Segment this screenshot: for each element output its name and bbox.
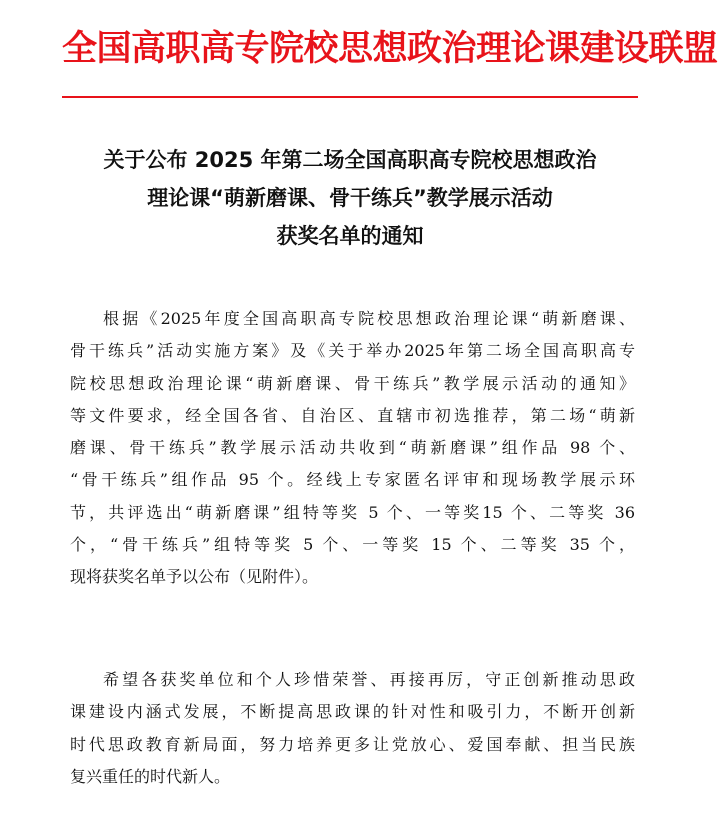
body-paragraph-1 (70, 303, 635, 594)
notice-title-line-2: 理论课“萌新磨课、骨干练兵”教学展示活动 (147, 186, 553, 210)
paragraph-line: 现将获奖名单予以公布（见附件）。 (70, 567, 319, 587)
paragraph-line: “骨干练兵”组作品 95 个。经线上专家匿名评审和现场教学展示环 (70, 470, 635, 490)
paragraph-line: 等文件要求，经全国各省、自治区、直辖市初选推荐，第二场“萌新 (70, 405, 635, 425)
paragraph-line: 院校思想政治理论课“萌新磨课、骨干练兵”教学展示活动的通知》 (70, 373, 635, 393)
paragraph-line: 时代思政教育新局面，努力培养更多让党放心、爱国奉献、担当民族 (70, 734, 635, 754)
paragraph-line: 节，共评选出“萌新磨课”组特等奖 5 个、一等奖15 个、二等奖 36 (70, 502, 635, 522)
paragraph-line: 磨课、骨干练兵”教学展示活动共收到“萌新磨课”组作品 98 个、 (70, 438, 635, 458)
paragraph-line: 课建设内涵式发展，不断提高思政课的针对性和吸引力，不断开创新 (70, 702, 635, 722)
paragraph-line: 根据《2025年度全国高职高专院校思想政治理论课“萌新磨课、 (103, 309, 635, 328)
letterhead-org-name: 全国高职高专院校思想政治理论课建设联盟 (62, 28, 718, 69)
paragraph-line: 骨干练兵”活动实施方案》及《关于举办2025年第二场全国高职高专 (70, 341, 635, 361)
letterhead-divider (62, 96, 638, 98)
body-paragraph-2 (70, 664, 635, 793)
notice-title-line-3: 获奖名单的通知 (276, 224, 424, 248)
notice-title-line-1: 关于公布 2025 年第二场全国高职高专院校思想政治 (103, 148, 597, 172)
paragraph-line: 复兴重任的时代新人。 (70, 766, 231, 786)
paragraph-line: 个，“骨干练兵”组特等奖 5 个、一等奖 15 个、二等奖 35 个， (70, 535, 635, 555)
paragraph-line: 希望各获奖单位和个人珍惜荣誉、再接再厉，守正创新推动思政 (103, 670, 635, 689)
